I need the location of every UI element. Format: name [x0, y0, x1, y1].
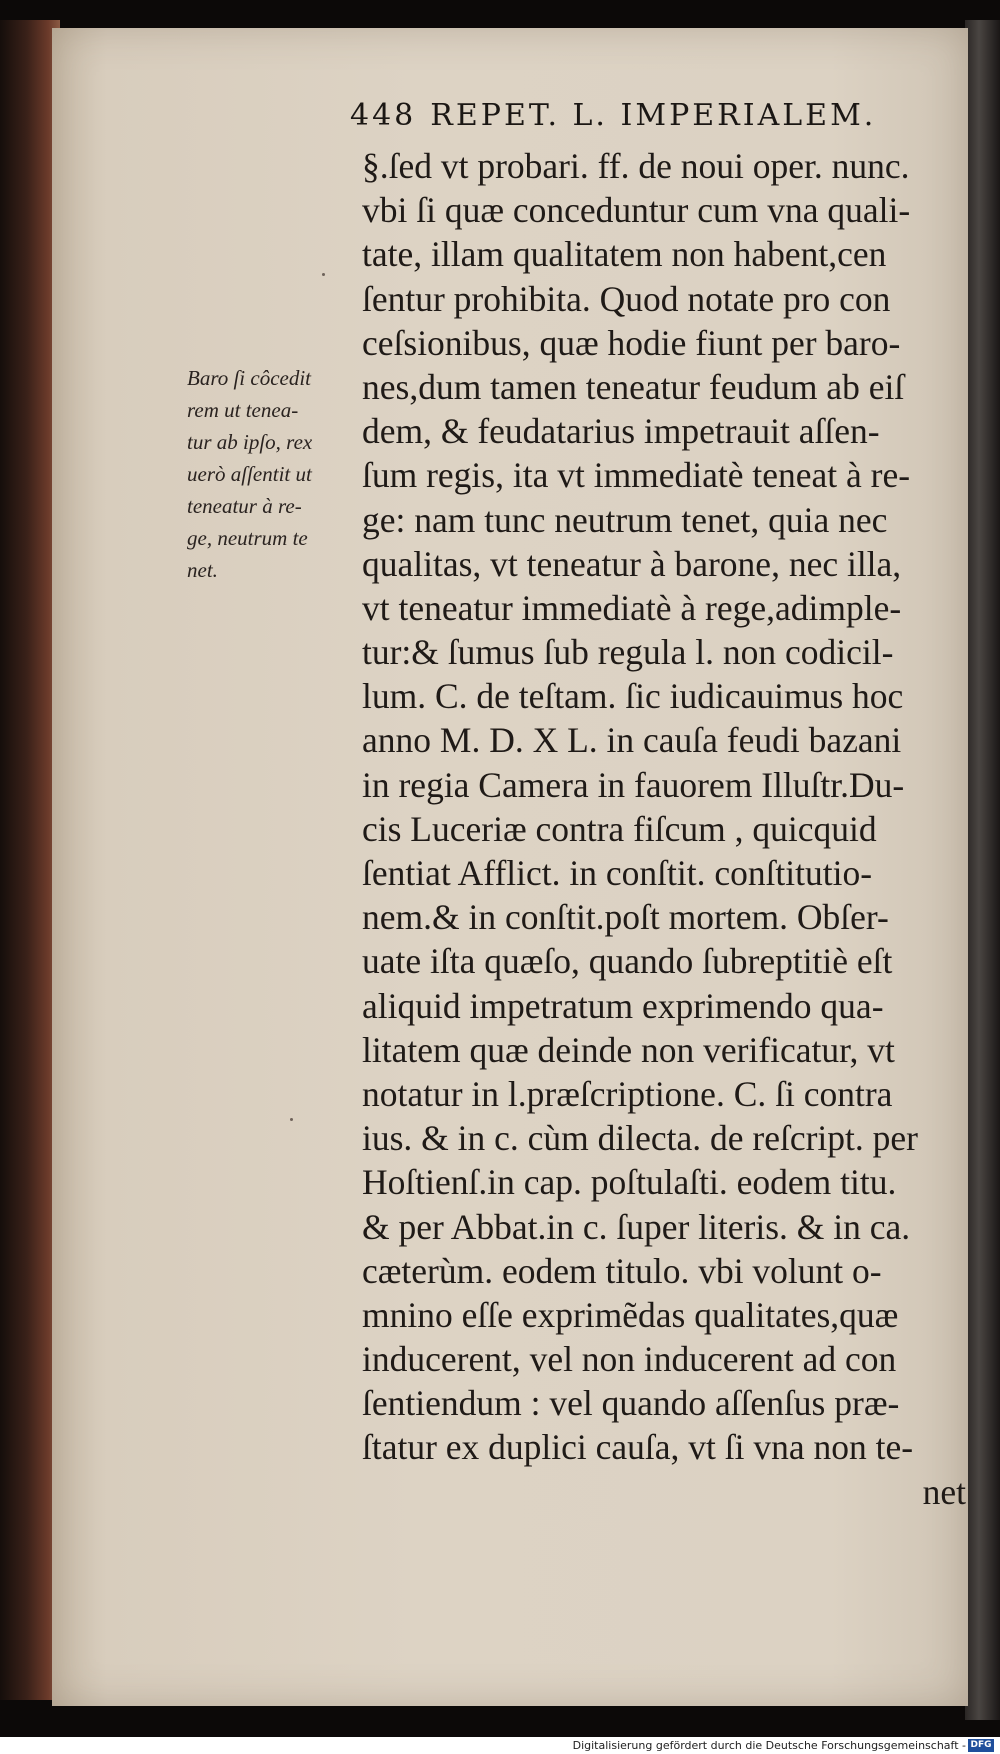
body-text: [362, 144, 980, 1514]
running-header: [350, 98, 876, 133]
margin-note-line: Baro ſi côcedit: [187, 366, 312, 390]
text-line: vbi ſi quæ conceduntur cum vna quali-: [362, 190, 911, 231]
text-line: ſtatur ex duplici cauſa, vt ſi vna non te-: [362, 1427, 914, 1468]
text-line: cæterùm. eodem titulo. vbi volunt o-: [362, 1250, 882, 1291]
text-line: ſentiat Afflict. in conſtit. conſtitutio-: [362, 853, 873, 893]
digitization-credit: Digitalisierung gefördert durch die Deutsche Forschungsgemeinschaft -: [572, 1739, 966, 1752]
text-line: nem.& in conſtit.poſt mortem. Obſer-: [362, 897, 889, 938]
margin-note-line: net.: [187, 558, 218, 582]
text-line: cis Luceriæ contra fiſcum , quicquid: [362, 808, 877, 849]
text-line: ius. & in c. cùm dilecta. de reſcript. per: [362, 1118, 918, 1159]
text-line: & per Abbat.in c. ſuper literis. & in ca.: [362, 1206, 911, 1247]
text-line: Hoſtienſ.in cap. poſtulaſti. eodem titu.: [362, 1162, 897, 1203]
text-line: lum. C. de teſtam. ſic iudicauimus hoc: [362, 676, 904, 717]
catchword: net: [922, 1471, 966, 1512]
text-line: ſentur prohibita. Quod notate pro con: [362, 278, 891, 319]
paper-speck: [322, 273, 325, 276]
text-line: aliquid impetratum exprimendo qua-: [362, 985, 884, 1026]
text-line: tate, illam qualitatem non habent,cen: [362, 234, 887, 275]
text-line: mnino eſſe exprimẽdas qualitates,quæ: [362, 1294, 899, 1335]
running-title: REPET. L. IMPERIALEM.: [430, 98, 877, 133]
margin-note-line: teneatur à re-: [187, 494, 302, 518]
text-line: litatem quæ deinde non verificatur, vt: [362, 1029, 895, 1070]
text-line: §.ſed vt probari. ff. de noui oper. nunc.: [362, 146, 910, 186]
text-line: uate iſta quæſo, quando ſubreptitiè eſt: [362, 941, 893, 982]
margin-note-line: uerò aſſentit ut: [187, 462, 312, 486]
book-spine-edge: [0, 20, 60, 1700]
margin-note-line: rem ut tenea-: [187, 398, 299, 422]
text-line: anno M. D. X L. in cauſa feudi bazani: [362, 720, 902, 761]
margin-note-line: ge, neutrum te: [187, 526, 308, 550]
text-line: ge: nam tunc neutrum tenet, quia nec: [362, 499, 888, 540]
text-line: inducerent, vel non inducerent ad con: [362, 1339, 897, 1380]
text-line: notatur in l.præſcriptione. C. ſi contra: [362, 1073, 893, 1114]
text-line: tur:& ſumus ſub regula l. non codicil-: [362, 632, 894, 673]
margin-note: [187, 362, 352, 586]
text-line: in regia Camera in fauorem Illuſtr.Du-: [362, 764, 905, 805]
paper-speck: [290, 1118, 293, 1121]
text-line: ſentiendum : vel quando aſſenſus præ-: [362, 1383, 900, 1424]
margin-note-line: tur ab ipſo, rex: [187, 430, 313, 454]
text-line: vt teneatur immediatè à rege,adimple-: [362, 587, 902, 628]
page-number: 448: [350, 98, 417, 133]
dfg-logo: DFG: [968, 1739, 994, 1752]
text-line: ſum regis, ita vt immediatè teneat à re-: [362, 455, 911, 496]
text-line: qualitas, vt teneatur à barone, nec illa,: [362, 543, 902, 584]
text-line: nes,dum tamen teneatur feudum ab eiſ: [362, 366, 905, 407]
text-line: dem, & feudatarius impetrauit aſſen-: [362, 411, 880, 452]
text-line: ceſsionibus, quæ hodie fiunt per baro-: [362, 322, 901, 363]
